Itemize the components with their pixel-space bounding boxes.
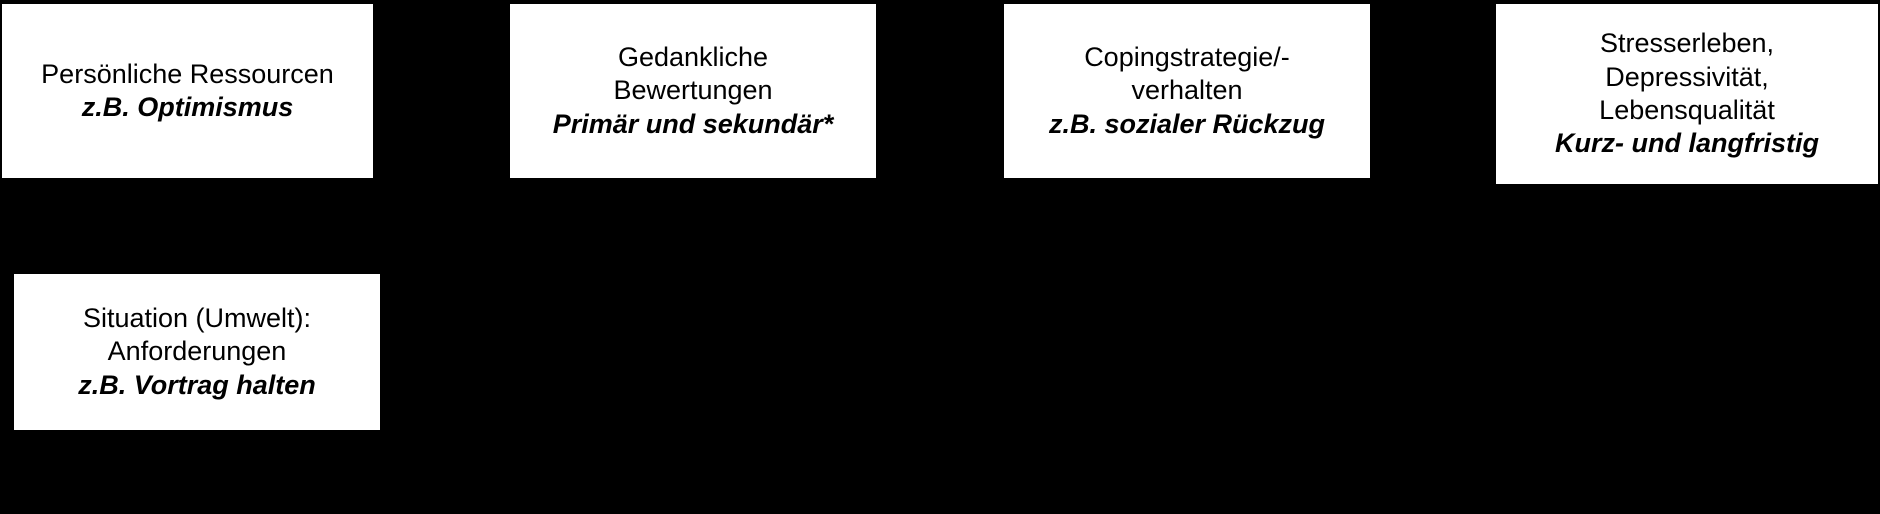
node-line: Situation (Umwelt): xyxy=(82,302,312,333)
node-line: Depressivität, xyxy=(1605,61,1769,92)
node-line: Stresserleben, xyxy=(1599,28,1775,59)
node-line: Persönliche Ressourcen xyxy=(41,58,334,89)
arrow-coping-to-outcome xyxy=(1372,108,1495,110)
arrow-resources-to-appraisal xyxy=(375,100,509,102)
node-line: Bewertungen xyxy=(613,75,773,106)
node-personal-resources xyxy=(0,2,375,180)
node-line-example: z.B. sozialer Rückzug xyxy=(1048,108,1326,139)
node-line: Lebensqualität xyxy=(1599,95,1775,125)
arrow-situation-to-resources xyxy=(192,180,194,272)
node-line: verhalten xyxy=(1131,75,1243,106)
node-outcome xyxy=(1494,2,1880,186)
node-line-example: Kurz- und langfristig xyxy=(1555,128,1819,159)
node-line-example: Primär und sekundär* xyxy=(552,108,834,139)
node-line-example: z.B. Optimismus xyxy=(81,92,294,122)
node-line-example: z.B. Vortrag halten xyxy=(78,369,316,400)
node-line: Copingstrategie/- xyxy=(1084,41,1290,72)
node-line: Gedankliche xyxy=(617,41,769,72)
arrow-appraisal-to-coping xyxy=(878,112,1003,114)
node-cognitive-appraisal xyxy=(508,2,878,180)
node-situation xyxy=(12,272,382,432)
node-line: Anforderungen xyxy=(107,336,287,367)
node-coping-strategy xyxy=(1002,2,1372,180)
